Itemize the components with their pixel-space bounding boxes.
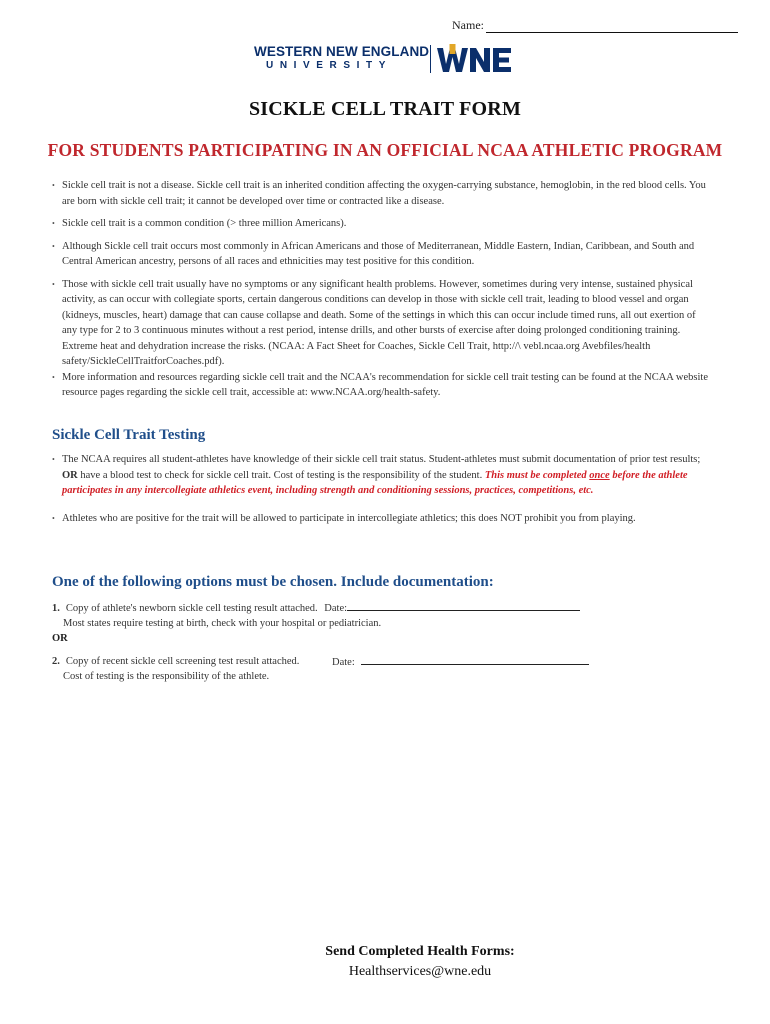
info-bullet: • Although Sickle cell trait occurs most commonly in African Americans and those of Mediterranean, Middle Eastern, Indian, Caribbean, and South and Central American ancestry, persons of all races and ethnicities may test positive for this condition. [52,239,712,270]
option-2-date [332,654,589,670]
options-heading: One of the following options must be chosen. Include documentation: [52,574,494,590]
info-bullet: • Those with sickle cell trait usually have no symptoms or any significant health problems. However, sometimes during very intense, sustained physical activity, as can occur with collegiate sports, certain dangerous conditions can develop in those with sickle cell trait, leading to blood vessel and organ (kidneys, muscles, heart) damage that can cause collapse and death. Some of the settings in which this can occur include timed runs, all out exertion of any type for 2 to 3 continuous minutes without a rest period, intense drills, and other bursts of exercise after doing prolonged conditioning training. Extreme heat and dehydration increase the risks. (NCAA: A Fact Sheet for Coaches, Sickle Cell Trait, http://\ vebl.ncaa.org Avebfiles/health safety/SickleCellTraitforCoaches.pdf). [52,277,712,370]
university-logo [254,44,520,76]
testing-bullet-list [52,452,712,533]
option-1 [52,600,712,631]
testing-heading: Sickle Cell Trait Testing [52,427,206,443]
wne-logo-mark-icon [437,44,519,76]
name-underline[interactable] [486,21,738,33]
page-subtitle: FOR STUDENTS PARTICIPATING IN AN OFFICIAL NCAA ATHLETIC PROGRAM [47,140,723,160]
testing-text: The NCAA requires all student-athletes have knowledge of their sickle cell trait status. Student-athletes must submit documentation of prior test results; [62,454,701,465]
testing-text-cont: have a blood test to check for sickle cell trait. Cost of testing is the responsibility of the student. [77,469,485,481]
option-2-note: Cost of testing is the responsibility of the athlete. [63,671,270,682]
testing-or: OR [62,469,78,481]
option-1-date-label: Date: [324,603,348,614]
testing-warning-cont: before the athlete participates in any intercollegiate athletics event, including strength and conditioning sessions, practices, competitions, etc. [62,469,688,496]
testing-warning: This must be completed [484,469,590,481]
option-1-date-field[interactable] [347,600,580,611]
logo-text-line1: WESTERN NEW ENGLAND [254,44,430,59]
info-bullet: • Sickle cell trait is not a disease. Sickle cell trait is an inherited condition affecting the oxygen-carrying substance, hemoglobin, in the red blood cells. You are born with sickle cell trait; it cannot be developed over time or contracted like a disease. [52,178,712,209]
testing-bullet: • Athletes who are positive for the trait will be allowed to participate in intercollegiate athletics; this does NOT prohibit you from playing. [52,511,712,527]
option-1-text: Copy of athlete's newborn sickle cell testing result attached. [65,603,318,614]
option-1-number: 1. [52,603,60,614]
logo-text-line2: UNIVERSITY [266,60,393,71]
testing-warning-once: once [589,469,610,481]
option-2-date-label: Date: [332,657,355,668]
name-field[interactable] [452,18,738,33]
or-separator: OR [52,633,68,644]
option-2-date-field[interactable] [361,654,589,665]
footer-email[interactable]: Healthservices@wne.edu [348,964,492,979]
option-2-text: Copy of recent sickle cell screening test result attached. [65,656,300,667]
testing-bullet [52,452,712,499]
footer-heading: Send Completed Health Forms: [325,944,515,959]
page-title: SICKLE CELL TRAIT FORM [248,98,522,120]
option-2-number: 2. [52,656,60,667]
info-bullet: • Sickle cell trait is a common condition (> three million Americans). [52,216,712,232]
info-bullet: • More information and resources regarding sickle cell trait and the NCAA's recommendation for sickle cell trait testing can be found at the NCAA website resource pages regarding the sickle cell trait, accessible at: www.NCAA.org/health-safety. [52,370,712,401]
footer [0,942,770,982]
info-bullet-list [52,178,712,408]
name-label: Name: [452,18,484,32]
logo-divider [430,45,431,73]
option-1-note: Most states require testing at birth, check with your hospital or pediatrician. [63,618,382,629]
